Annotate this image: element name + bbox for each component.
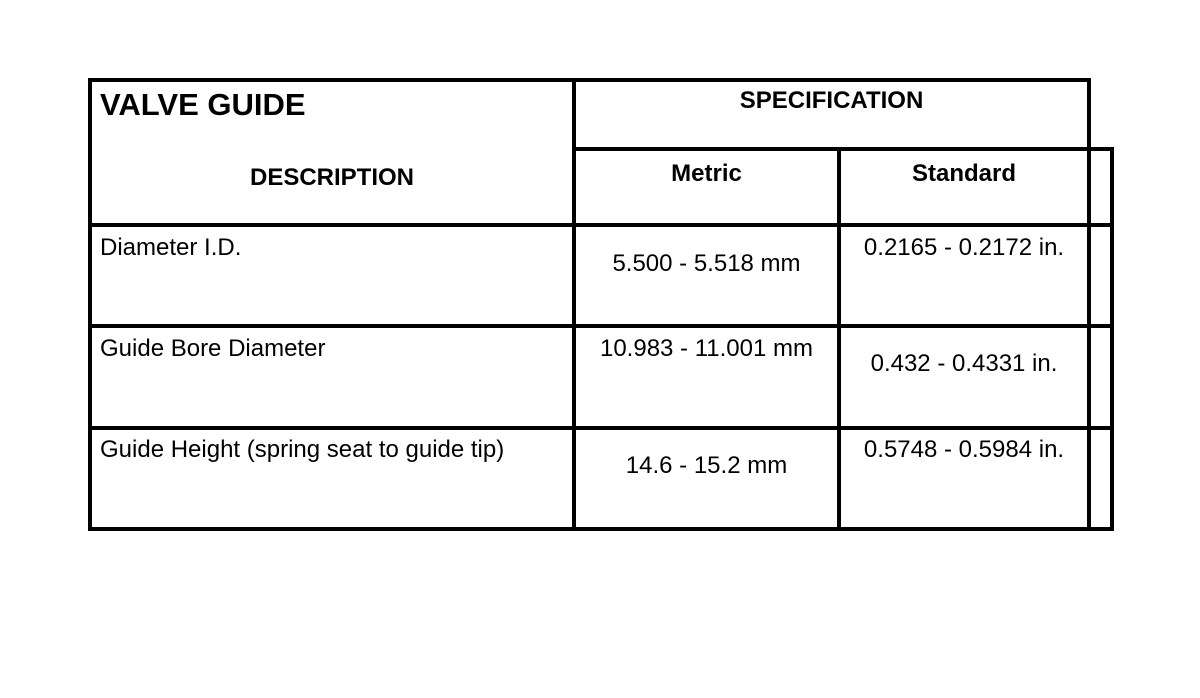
standard-column-divider	[1087, 78, 1091, 531]
table-row-1-description: Diameter I.D.	[100, 234, 242, 261]
table-row-2-metric: 10.983 - 11.001 mm	[599, 335, 813, 362]
metric-column-header: Metric	[671, 160, 742, 187]
row-divider-1	[88, 324, 1114, 328]
table-row-2-description: Guide Bore Diameter	[100, 335, 326, 362]
table-row-3-standard: 0.5748 - 0.5984 in.	[863, 436, 1065, 463]
spec-header-underline	[572, 147, 1114, 151]
table-row-2-standard: 0.432 - 0.4331 in.	[870, 350, 1058, 377]
standard-column-header: Standard	[911, 160, 1016, 187]
table-border-bottom	[88, 527, 1114, 531]
description-column-header: DESCRIPTION	[249, 164, 414, 191]
table-row-1-standard: 0.2165 - 0.2172 in.	[863, 234, 1065, 261]
table-border-right	[1110, 147, 1114, 531]
header-row-divider	[88, 223, 1114, 227]
table-border-top	[88, 78, 1091, 82]
metric-column-divider	[837, 147, 841, 531]
table-row-3-metric: 14.6 - 15.2 mm	[625, 452, 788, 479]
table-row-1-metric: 5.500 - 5.518 mm	[612, 250, 801, 277]
table-row-3-description: Guide Height (spring seat to guide tip)	[100, 436, 505, 463]
table-title: VALVE GUIDE	[100, 87, 306, 122]
table-border-left	[88, 78, 92, 531]
row-divider-2	[88, 426, 1114, 430]
valve-guide-spec-table	[88, 78, 1114, 531]
specification-header: SPECIFICATION	[739, 87, 924, 114]
